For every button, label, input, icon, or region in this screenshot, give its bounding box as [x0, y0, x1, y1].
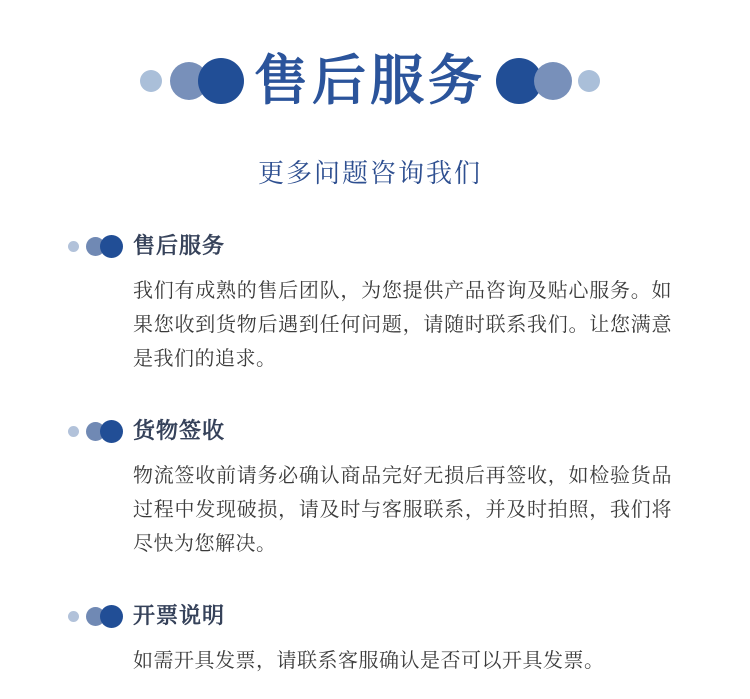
page-title: 售后服务: [254, 51, 486, 111]
section-bullets: [68, 235, 125, 258]
section-body-text: 如需开具发票，请联系客服确认是否可以开具发票。: [133, 650, 605, 673]
section-heading: 货物签收: [133, 418, 226, 444]
section-heading: 售后服务: [133, 233, 226, 259]
section-header: [68, 231, 672, 261]
sections-list: [68, 231, 672, 678]
bullet-circle-large-icon: [100, 420, 123, 443]
contact-subtitle: 更多问题咨询我们: [257, 158, 482, 188]
deco-circle-medium-icon: [534, 62, 572, 100]
bullet-circle-large-icon: [100, 235, 123, 258]
section-after-sales: [68, 231, 672, 376]
section-goods-receipt: [68, 416, 672, 561]
deco-circle-small-icon: [578, 70, 600, 92]
section-header: [68, 416, 672, 446]
section-header: [68, 601, 672, 631]
section-body-text: 我们有成熟的售后团队，为您提供产品咨询及贴心服务。如果您收到货物后遇到任何问题，请随时联系我们。让您满意是我们的追求。: [133, 280, 672, 371]
bullet-circle-small-icon: [68, 611, 79, 622]
title-deco-right: [496, 58, 600, 104]
title-banner: [68, 48, 672, 114]
title-deco-left: [140, 58, 244, 104]
bullet-circle-small-icon: [68, 241, 79, 252]
bullet-circle-large-icon: [100, 605, 123, 628]
section-bullets: [68, 420, 125, 443]
section-bullets: [68, 605, 125, 628]
section-heading: 开票说明: [133, 603, 226, 629]
section-body-text: 物流签收前请务必确认商品完好无损后再签收，如检验货品过程中发现破损，请及时与客服联系，并及时拍照，我们将尽快为您解决。: [133, 465, 672, 556]
deco-circle-large-icon: [198, 58, 244, 104]
deco-circle-small-icon: [140, 70, 162, 92]
bullet-circle-small-icon: [68, 426, 79, 437]
section-invoice-info: [68, 601, 672, 678]
